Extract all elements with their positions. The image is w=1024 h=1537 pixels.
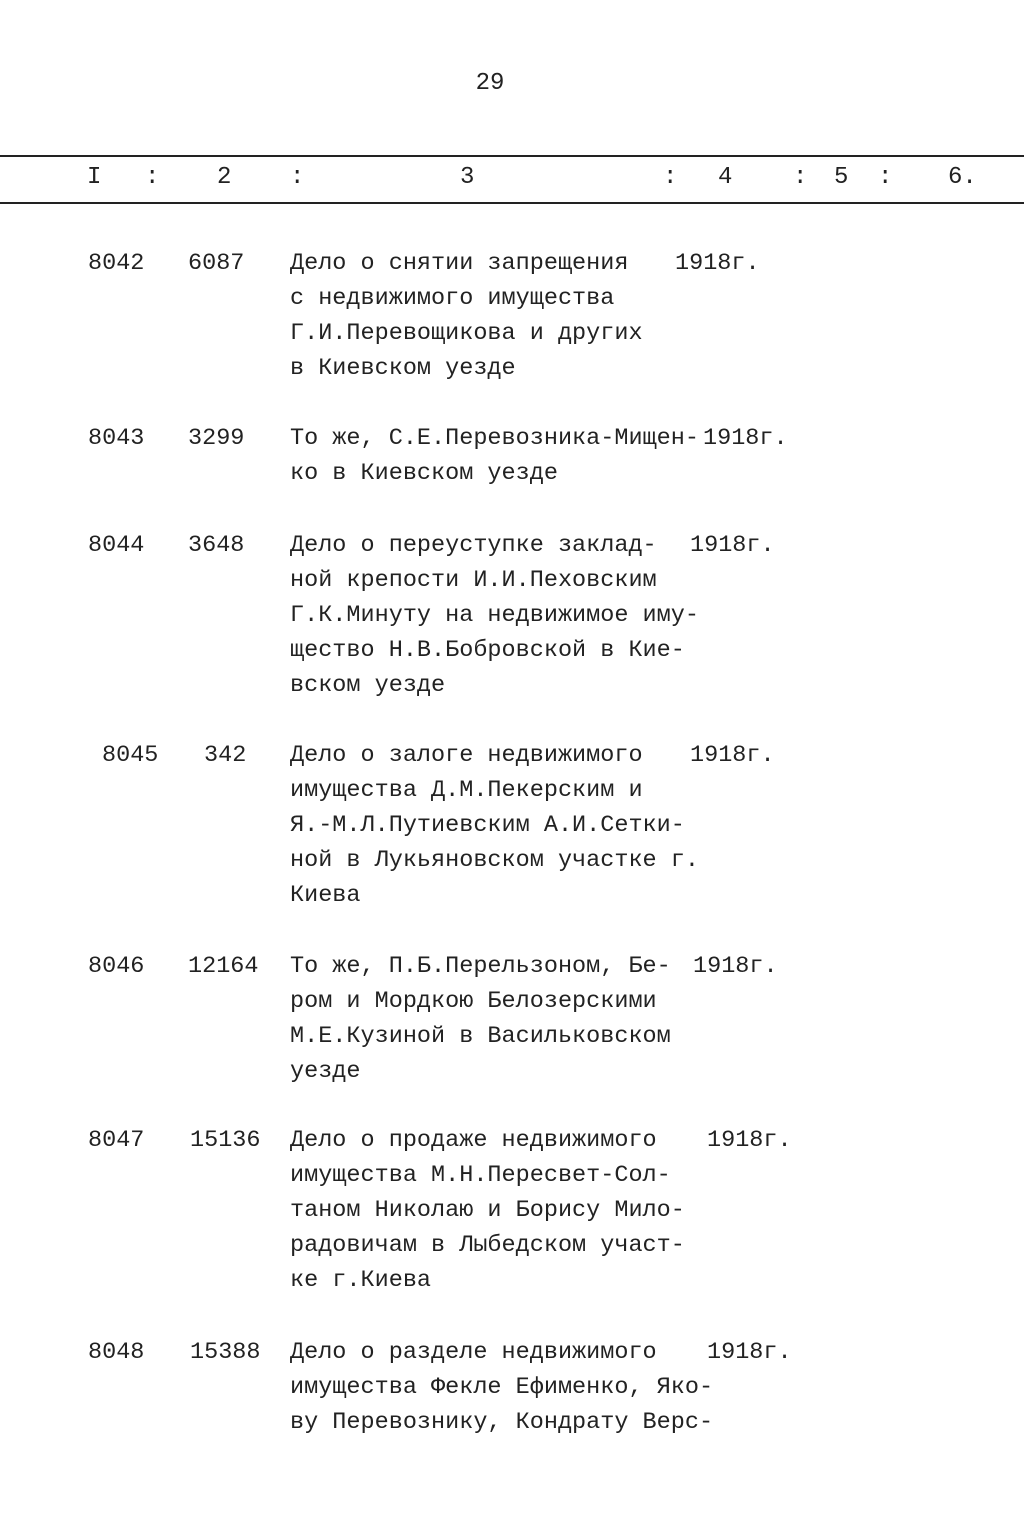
description-line: То же, П.Б.Перельзоном, Бе- [290, 953, 671, 980]
description-line: ко в Киевском уезде [290, 460, 558, 487]
description-line: Киева [290, 882, 361, 909]
record-year: 1918г. [690, 742, 775, 769]
archive-number: 3648 [188, 532, 245, 559]
record-number: 8048 [88, 1339, 145, 1366]
record-description [290, 528, 699, 703]
description-line: Я.-М.Л.Путиевским А.И.Сетки- [290, 812, 685, 839]
description-line: вском уезде [290, 672, 446, 699]
col-separator: : [878, 164, 893, 191]
col-separator: : [663, 164, 678, 191]
description-line: ву Перевознику, Кондрату Верс- [290, 1409, 714, 1436]
record-description [290, 246, 643, 386]
record-description [290, 1123, 685, 1298]
col-header-5: 5 [834, 164, 849, 191]
description-line: То же, С.Е.Перевозника-Мищен- [290, 425, 699, 452]
archive-number: 6087 [188, 250, 245, 277]
description-line: ной крепости И.И.Пеховским [290, 567, 657, 594]
archive-number: 342 [204, 742, 247, 769]
description-line: Г.К.Минуту на недвижимое иму- [290, 602, 699, 629]
description-line: уезде [290, 1058, 361, 1085]
record-number: 8042 [88, 250, 145, 277]
description-line: ром и Мордкою Белозерскими [290, 988, 657, 1015]
table-header-rule [0, 202, 1024, 204]
col-header-1: I [87, 164, 102, 191]
description-line: имущества Фекле Ефименко, Яко- [290, 1374, 714, 1401]
col-header-3: 3 [460, 164, 475, 191]
archive-number: 3299 [188, 425, 245, 452]
description-line: М.Е.Кузиной в Васильковском [290, 1023, 671, 1050]
record-description [290, 738, 699, 913]
description-line: Г.И.Перевощикова и других [290, 320, 643, 347]
record-description [290, 1335, 713, 1440]
col-header-2: 2 [217, 164, 232, 191]
record-year: 1918г. [703, 425, 788, 452]
record-number: 8044 [88, 532, 145, 559]
record-description [290, 949, 671, 1089]
archive-number: 15388 [190, 1339, 261, 1366]
description-line: ке г.Киева [290, 1267, 432, 1294]
page-number: 29 [475, 70, 505, 97]
record-year: 1918г. [675, 250, 760, 277]
record-year: 1918г. [693, 953, 778, 980]
description-line: ной в Лукьяновском участке г. [290, 847, 699, 874]
description-line: в Киевском уезде [290, 355, 516, 382]
record-number: 8045 [102, 742, 159, 769]
col-header-4: 4 [718, 164, 733, 191]
description-line: имущества Д.М.Пекерским и [290, 777, 643, 804]
record-number: 8047 [88, 1127, 145, 1154]
record-year: 1918г. [707, 1339, 792, 1366]
description-line: щество Н.В.Бобровской в Кие- [290, 637, 685, 664]
description-line: радовичам в Лыбедском участ- [290, 1232, 685, 1259]
description-line: имущества М.Н.Пересвет-Сол- [290, 1162, 671, 1189]
record-year: 1918г. [690, 532, 775, 559]
archive-number: 15136 [190, 1127, 261, 1154]
description-line: Дело о залоге недвижимого [290, 742, 643, 769]
description-line: Дело о снятии запрещения [290, 250, 629, 277]
description-line: Дело о переуступке заклад- [290, 532, 657, 559]
col-separator: : [290, 164, 305, 191]
col-separator: : [793, 164, 808, 191]
description-line: с недвижимого имущества [290, 285, 615, 312]
table-top-rule [0, 155, 1024, 157]
description-line: Дело о продаже недвижимого [290, 1127, 657, 1154]
record-description [290, 421, 699, 491]
description-line: Дело о разделе недвижимого [290, 1339, 657, 1366]
description-line: таном Николаю и Борису Мило- [290, 1197, 685, 1224]
record-number: 8043 [88, 425, 145, 452]
col-header-6: 6. [948, 164, 977, 191]
record-number: 8046 [88, 953, 145, 980]
col-separator: : [145, 164, 160, 191]
archive-number: 12164 [188, 953, 259, 980]
record-year: 1918г. [707, 1127, 792, 1154]
